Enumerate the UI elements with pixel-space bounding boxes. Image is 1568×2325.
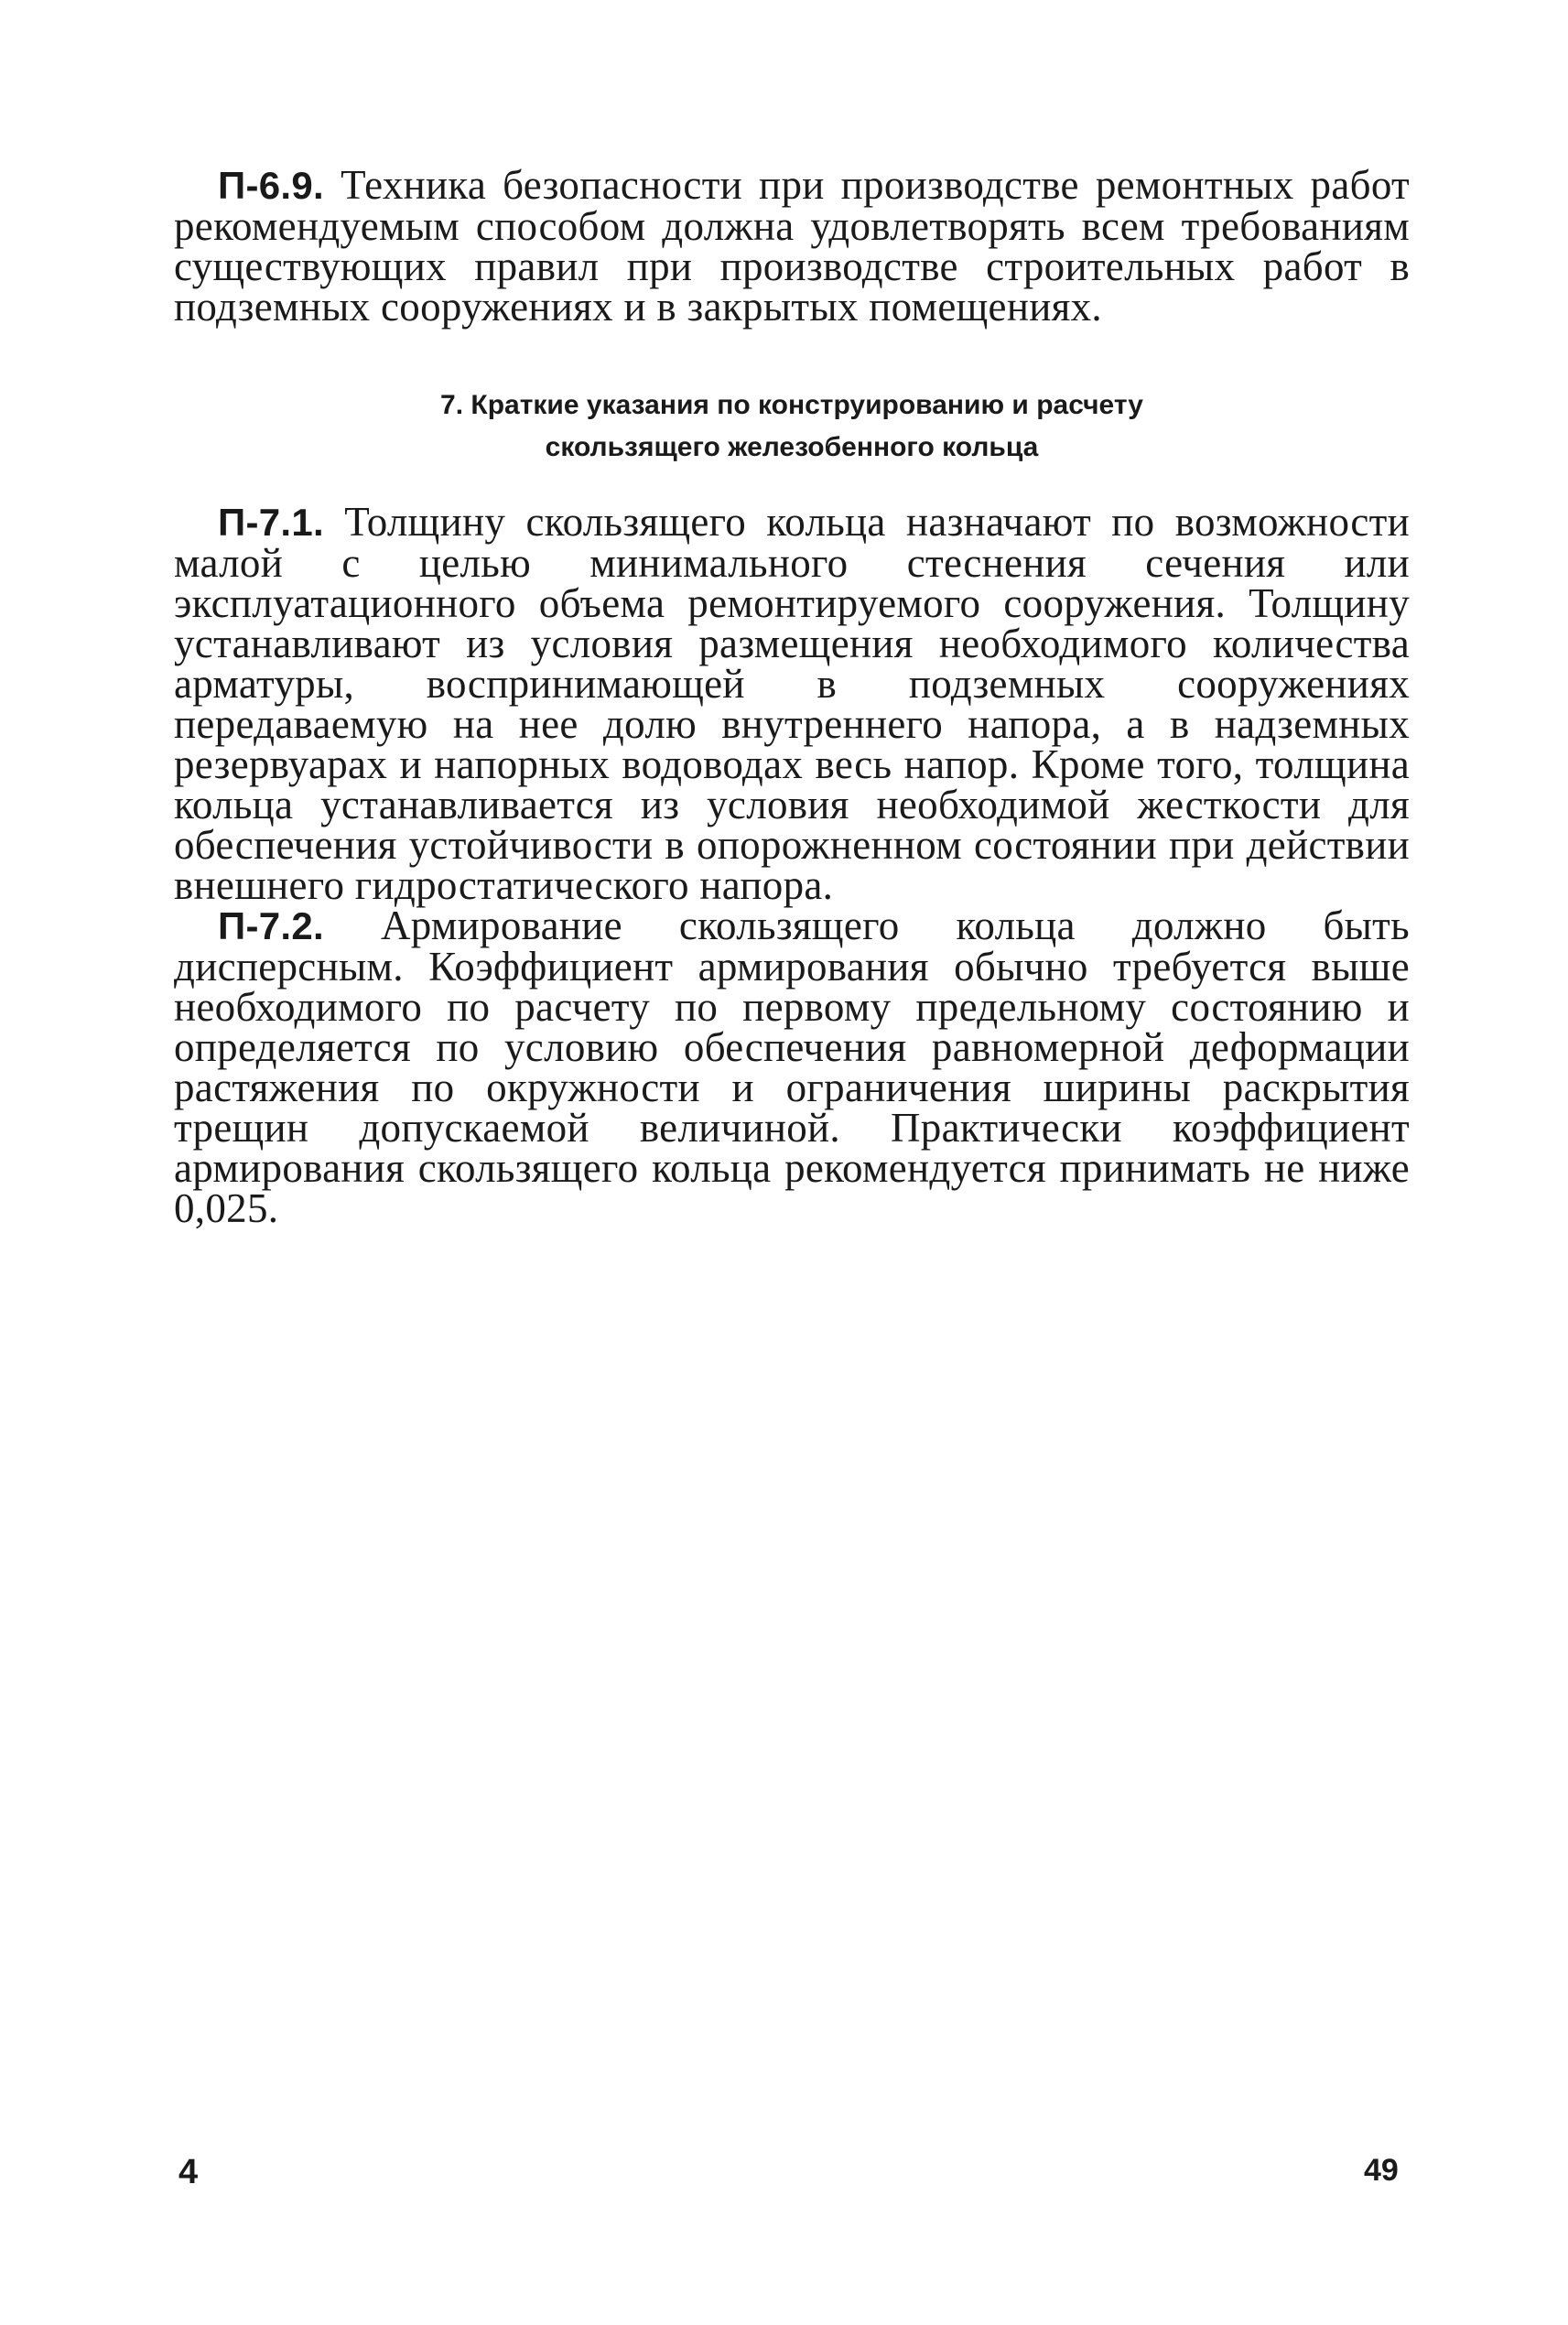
page-number: 49 — [1364, 2153, 1399, 2188]
section-title-line-1: 7. Краткие указания по конструированию и расчету — [440, 390, 1143, 420]
paragraph-text: Толщину скользящего кольца назначают по возможности малой с целью минимального стеснения сечения или эксплуатационного объема ремонтируемого сооружения. Толщину устанавливают из условия размещения необходимого количества арматуры, воспринимающей в подземных сооружениях передаваемую на нее долю внутреннего напора, а в надземных резервуарах и напорных водоводах весь напор. Кроме того, толщина кольца устанавливается из условия необходимой жесткости для обеспечения устойчивости в опорожненном состоянии при действии внешнего гидростатического напора. — [174, 499, 1410, 908]
paragraph-6-9 — [174, 162, 1410, 330]
section-heading — [174, 384, 1410, 469]
paragraph-text: Техника безопасности при производстве ремонтных работ рекомендуемым способом должна удовлетворять всем требованиям существующих правил при производстве строительных работ в подземных сооружениях и в закрытых помещениях. — [174, 162, 1410, 330]
section-title-line-2: скользящего железобенного кольца — [545, 432, 1039, 462]
paragraphs-section-7 — [174, 499, 1410, 1231]
paragraph-7-2 — [174, 903, 1410, 1231]
paragraph-number: П-7.1. — [218, 501, 325, 544]
paragraph-number: П-6.9. — [218, 164, 325, 207]
signature-mark: 4 — [178, 2153, 199, 2191]
paragraph-text: Армирование скользящего кольца должно быть дисперсным. Коэффициент армирования обычно требуется выше необходимого по расчету по первому предельному состоянию и определяется по условию обеспечения равномерной деформации растяжения по окружности и ограничения ширины раскрытия трещин допускаемой величиной. Практически коэффициент армирования скользящего кольца рекомендуется принимать не ниже 0,025. — [174, 903, 1410, 1231]
paragraph-number: П-7.2. — [218, 904, 325, 947]
paragraph-7-1 — [174, 499, 1410, 908]
